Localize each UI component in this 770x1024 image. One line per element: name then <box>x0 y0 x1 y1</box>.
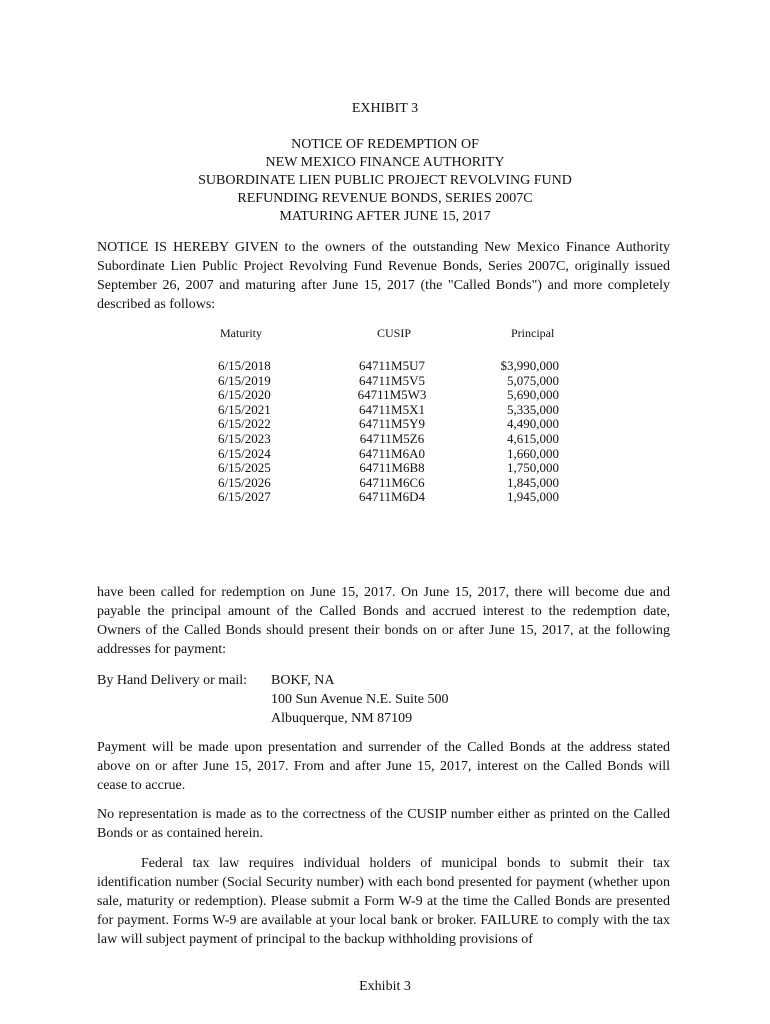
intro-paragraph: NOTICE IS HEREBY GIVEN to the owners of the outstanding New Mexico Finance Authority Subordinate Lien Public Project Revolving Fund Revenue Bonds, Series 2007C, originally issued September 26, 2007 and maturing after June 15, 2017 (the "Called Bonds") and more completely described as follows: <box>97 240 670 312</box>
principal-cell: $3,990,000 <box>500 358 559 373</box>
table-row <box>0 403 770 418</box>
title-line: NEW MEXICO FINANCE AUTHORITY <box>265 155 505 170</box>
cusip-cell: 64711M6A0 <box>359 445 425 461</box>
tax-paragraph: Federal tax law requires individual holders of municipal bonds to submit their tax identification number (Social Security number) with each bond presented for payment (whether upon sale, maturity or redemption). Please submit a Form W-9 at the time the Called Bonds are presented for payment. Forms W-9 are available at your local bank or broker. FAILURE to comply with the tax law will subject payment of principal to the backup withholding provisions of <box>97 856 670 947</box>
table-row <box>0 359 770 374</box>
cusip-cell: 64711M6D4 <box>359 489 425 505</box>
maturity-cell: 6/15/2023 <box>218 430 271 446</box>
cusip-disclaimer-paragraph: No representation is made as to the correctness of the CUSIP number either as printed on the Called Bonds or as contained herein. <box>97 807 670 841</box>
title-line: REFUNDING REVENUE BONDS, SERIES 2007C <box>237 191 533 206</box>
principal-cell: 5,690,000 <box>507 387 559 403</box>
cusip-cell: 64711M5U7 <box>359 358 425 373</box>
address-line: BOKF, NA <box>271 673 335 688</box>
page-footer: Exhibit 3 <box>359 979 411 994</box>
notice-title <box>0 136 770 226</box>
called-bonds-paragraph: have been called for redemption on June 15, 2017. On June 15, 2017, there will become due and payable the principal amount of the Called Bonds and accrued interest to the redemption date, Owners of the Called Bonds should present their bonds on or after June 15, 2017, at the following addresses for payment: <box>97 585 670 657</box>
table-row <box>0 374 770 389</box>
maturity-cell: 6/15/2021 <box>218 401 271 417</box>
principal-cell: 1,845,000 <box>507 474 559 490</box>
table-row <box>0 461 770 476</box>
cusip-cell: 64711M5X1 <box>359 401 425 417</box>
maturity-cell: 6/15/2026 <box>218 474 271 490</box>
principal-header: Principal <box>511 326 555 340</box>
cusip-cell: 64711M5Z6 <box>359 430 425 446</box>
address-line: 100 Sun Avenue N.E. Suite 500 <box>271 692 449 707</box>
principal-cell: 4,615,000 <box>507 430 559 446</box>
table-body <box>0 359 770 505</box>
address-line: Albuquerque, NM 87109 <box>271 711 413 726</box>
exhibit-heading: EXHIBIT 3 <box>351 101 419 116</box>
principal-cell: 1,660,000 <box>507 445 559 461</box>
table-row <box>0 490 770 505</box>
delivery-address <box>271 671 448 728</box>
table-row <box>0 388 770 403</box>
cusip-cell: 64711M6C6 <box>359 474 425 490</box>
maturity-cell: 6/15/2020 <box>218 387 271 403</box>
maturity-cell: 6/15/2025 <box>218 460 271 476</box>
cusip-cell: 64711M6B8 <box>359 460 425 476</box>
table-row <box>0 447 770 462</box>
principal-cell: 5,335,000 <box>507 401 559 417</box>
cusip-cell: 64711M5W3 <box>357 387 427 403</box>
cusip-cell: 64711M5V5 <box>359 372 425 388</box>
maturity-cell: 6/15/2022 <box>218 416 271 432</box>
title-line: MATURING AFTER JUNE 15, 2017 <box>279 209 491 224</box>
payment-paragraph: Payment will be made upon presentation and surrender of the Called Bonds at the address stated above on or after June 15, 2017. From and after June 15, 2017, interest on the Called Bonds will cease to accrue. <box>97 740 670 793</box>
table-row <box>0 476 770 491</box>
principal-cell: 1,945,000 <box>507 489 559 505</box>
maturity-cell: 6/15/2024 <box>218 445 271 461</box>
principal-cell: 5,075,000 <box>507 372 559 388</box>
maturity-header: Maturity <box>220 326 262 340</box>
table-row <box>0 432 770 447</box>
cusip-header: CUSIP <box>377 326 412 340</box>
principal-cell: 1,750,000 <box>507 460 559 476</box>
maturity-cell: 6/15/2027 <box>218 489 271 505</box>
table-row <box>0 417 770 432</box>
delivery-label: By Hand Delivery or mail: <box>97 673 248 688</box>
maturity-cell: 6/15/2018 <box>218 358 271 373</box>
title-line: SUBORDINATE LIEN PUBLIC PROJECT REVOLVING FUND <box>198 173 572 188</box>
cusip-cell: 64711M5Y9 <box>359 416 425 432</box>
title-line: NOTICE OF REDEMPTION OF <box>291 137 479 152</box>
principal-cell: 4,490,000 <box>507 416 559 432</box>
maturity-cell: 6/15/2019 <box>218 372 271 388</box>
